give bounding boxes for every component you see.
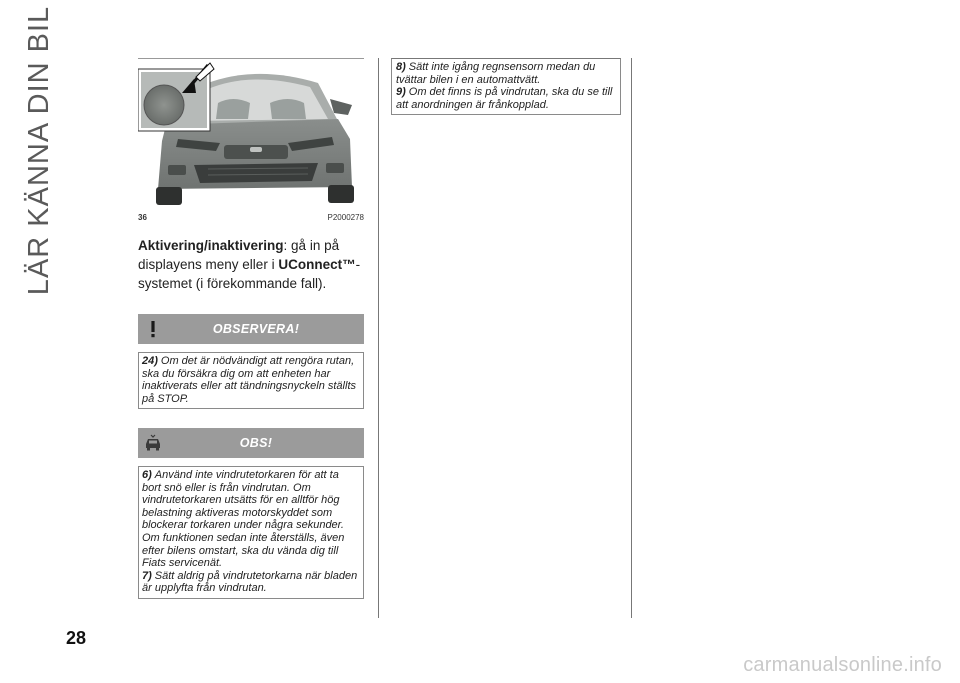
column-divider-left xyxy=(378,58,379,618)
warning-item-24 xyxy=(142,355,360,405)
warning-title: OBSERVERA! xyxy=(212,322,300,336)
figure-caption xyxy=(138,213,364,222)
chapter-title-text: LÄR KÄNNA DIN BIL xyxy=(23,5,56,295)
car-front-figure xyxy=(138,58,364,211)
notice-item-number: 7) xyxy=(142,569,152,582)
warning-icon xyxy=(138,319,168,339)
figure-number: 36 xyxy=(138,213,147,222)
notice-item-number: 8) xyxy=(396,61,406,73)
notice-item-number: 6) xyxy=(142,469,152,481)
warning-item-number: 24) xyxy=(142,355,158,367)
notice-title: OBS! xyxy=(239,436,273,450)
column-divider-right xyxy=(631,58,632,618)
figure-code: P2000278 xyxy=(327,213,364,222)
site-watermark: carmanualsonline.info xyxy=(743,654,942,676)
activation-text-1: : gå in på displayens meny eller i xyxy=(138,238,340,272)
notice-item-text: Sätt inte igång regnsensorn medan du tvättar bilen i en automattvätt. xyxy=(396,61,596,86)
notice-item-text: Om det finns is på vindrutan, ska du se till att anordningen är frånkopplad. xyxy=(396,86,613,111)
activation-heading: Aktivering/inaktivering xyxy=(138,238,284,253)
notice-item-number: 9) xyxy=(396,86,406,99)
notice-box xyxy=(138,466,364,599)
notice-item-9 xyxy=(396,86,617,111)
warning-item-text: Om det är nödvändigt att rengöra rutan, ska du försäkra dig om att enheten har inaktiverats eller att tändningsnyckeln ställts på STOP. xyxy=(142,355,356,405)
notice-continuation-box xyxy=(391,58,621,115)
notice-item-6 xyxy=(142,469,360,570)
warning-banner xyxy=(138,314,364,344)
car-front-illustration xyxy=(138,59,364,211)
chapter-side-title xyxy=(22,5,58,295)
notice-item-text: Använd inte vindrutetorkaren för att ta bort snö eller is från vindrutan. Om vindrutetorkaren utsätts för en alltför hög belastning aktiveras motorskyddet som blockerar torkaren under några sekunder. Om funktionen sedan inte återställs, även efter bilens omstart, ska du vända dig till Fiats servicenät. xyxy=(142,469,345,570)
notice-item-text: Sätt aldrig på vindrutetorkarna när bladen är upplyfta från vindrutan. xyxy=(142,569,358,595)
activation-paragraph xyxy=(138,236,370,293)
activation-text-2: -systemet (i förekommande fall). xyxy=(138,257,361,291)
page-number: 28 xyxy=(66,628,87,648)
notice-item-7 xyxy=(142,570,360,595)
uconnect-name: UConnect™ xyxy=(278,257,356,272)
notice-banner xyxy=(138,428,364,458)
warning-box xyxy=(138,352,364,409)
notice-item-8 xyxy=(396,61,617,86)
car-service-icon xyxy=(138,434,168,452)
